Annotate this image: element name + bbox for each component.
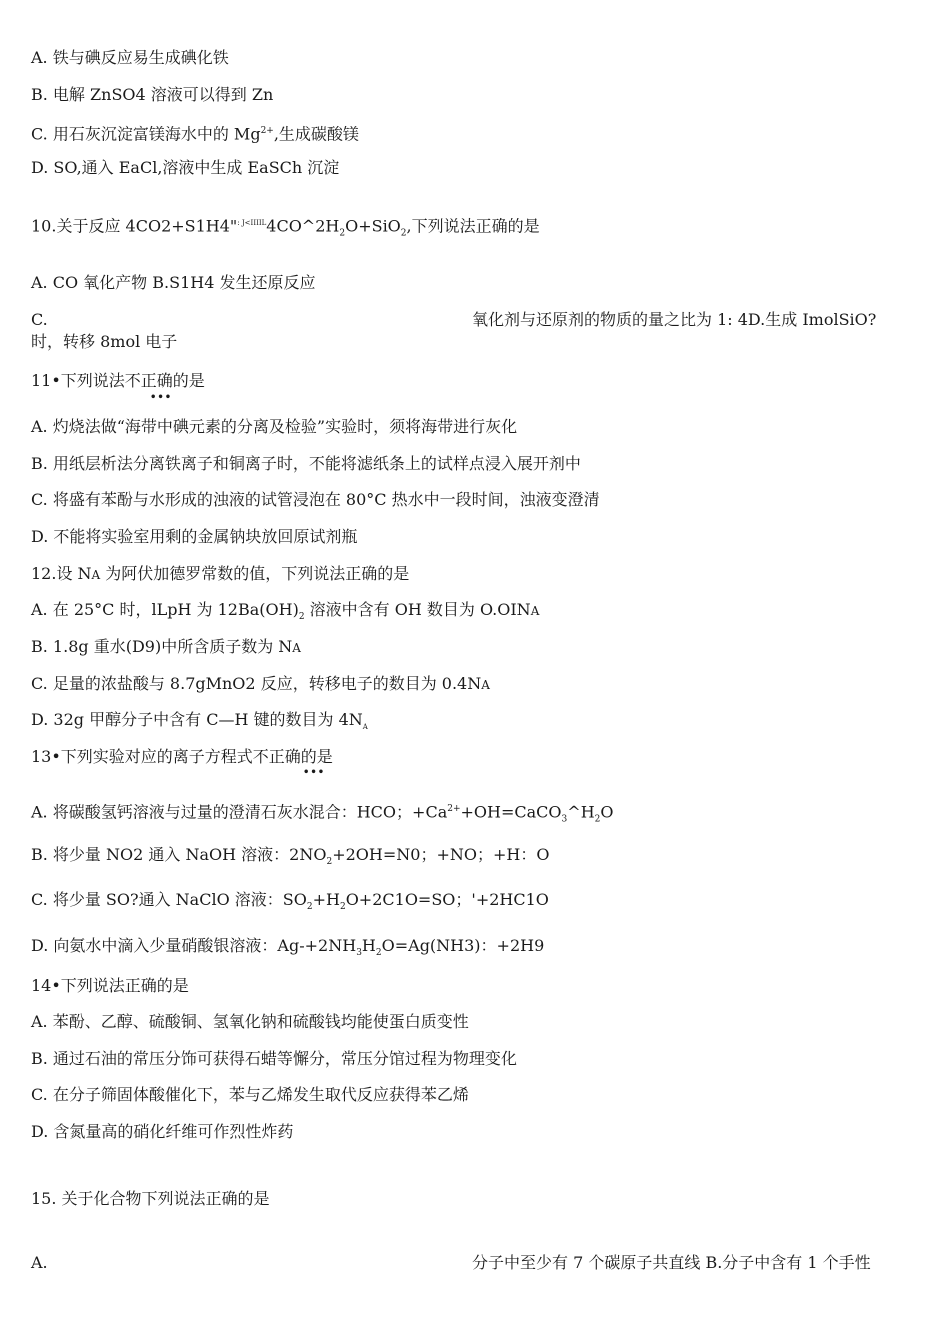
q10-stem-part2: 4CO^2H (266, 216, 340, 236)
q12-option-c-small: A (481, 678, 490, 692)
q13-option-a-part2: +OH=CaCO (460, 802, 562, 822)
q13-option-c-sub: 2 (306, 902, 313, 913)
q14-option-b: B. 通过石油的常压分饰可获得石蜡等懈分，常压分馆过程为物理变化 (31, 1049, 517, 1068)
q13-option-a-part4: O (600, 802, 614, 822)
q11-option-d: D. 不能将实验室用剩的金属钠块放回原试剂瓶 (31, 527, 358, 546)
q13-stem: 13•下列实验对应的离子方程式不正确的是 (31, 747, 333, 766)
q14-option-c: C. 在分子筛固体酸催化下，苯与乙烯发生取代反应获得苯乙烯 (31, 1085, 469, 1104)
q13-option-b-part1: B. 将少量 NO2 通入 NaOH 溶液：2NO (31, 845, 327, 864)
q13-option-a-sub2: 2 (594, 814, 601, 825)
q13-option-b-part2: +2OH=N0；+NO；+H：O (332, 845, 550, 864)
q15-stem: 15. 关于化合物下列说法正确的是 (31, 1189, 270, 1208)
q13-option-c (31, 890, 549, 917)
q13-emphasis-dots: ••• (303, 767, 326, 778)
q12-option-a-part2: 溶液中含有 OH 数目为 O.OIN (304, 600, 531, 619)
q14-option-a: A. 苯酚、乙醇、硫酸铜、氢氧化钠和硫酸钱均能使蛋白质变性 (31, 1012, 469, 1031)
q12-stem (31, 564, 409, 585)
q13-option-d-sub: 3 (356, 948, 362, 959)
q13-option-a-part3: ^H (567, 802, 595, 822)
q12-option-d (31, 710, 368, 737)
q15-option-a-text: 分子中至少有 7 个碳原子共直线 B.分子中含有 1 个手性 (472, 1253, 871, 1272)
q11-emphasis-dots: ••• (150, 392, 173, 403)
q10-option-c-label: C. (31, 310, 48, 329)
q10-option-c-continuation: 时，转移 8mol 电子 (31, 332, 178, 351)
q13-option-b-sub: 2 (326, 857, 333, 868)
q13-option-a-part1: A. 将碳酸氢钙溶液与过量的澄清石灰水混合：HCO；+Ca (31, 802, 448, 822)
q12-option-b-text: B. 1.8g 重水(D9)中所含质子数为 N (31, 637, 293, 656)
q10-stem-part3: O+SiO (345, 216, 401, 236)
q13-option-c-part2: +H (312, 890, 340, 909)
q11-stem: 11•下列说法不正确的是 (31, 371, 205, 390)
q12-option-a-part1: A. 在 25°C 时，lLpH 为 12Ba(OH) (31, 600, 299, 619)
q9-option-c-text: C. 用石灰沉淀富镁海水中的 Mg (31, 124, 261, 144)
q11-option-c: C. 将盛有苯酚与水形成的浊液的试管浸泡在 80°C 热水中一段时间，浊液变澄清 (31, 490, 600, 509)
q9-option-d: D. SO,通入 EaCl,溶液中生成 EaSCh 沉淀 (31, 158, 340, 177)
q9-option-c-tail: ,生成碳酸镁 (273, 124, 359, 144)
q12-option-a-sub: 2 (298, 612, 305, 623)
q13-option-a (31, 799, 614, 830)
q13-option-d-part3: O=Ag(NH3)：+2H9 (381, 936, 545, 955)
q12-stem-part2: 为阿伏加德罗常数的值，下列说法正确的是 (100, 564, 410, 583)
q13-option-a-sup: 2+ (447, 804, 461, 814)
q9-option-c (31, 121, 359, 144)
q10-stem-part4: ,下列说法正确的是 (406, 216, 540, 236)
q13-option-c-sub2: 2 (339, 902, 346, 913)
q13-option-d-part1: D. 向氨水中滴入少量硝酸银溶液：Ag-+2NH (31, 936, 357, 955)
q12-option-d-sub: A (362, 723, 368, 732)
q10-stem (31, 213, 540, 244)
q12-option-b-small: A (292, 641, 301, 655)
q12-option-c (31, 674, 490, 695)
q9-option-a: A. 铁与碘反应易生成碘化铁 (31, 48, 229, 67)
q10-stem-sup: : J<IIIIL (237, 219, 267, 227)
q10-option-c-text: 氧化剂与还原剂的物质的量之比为 1: 4D.生成 ImolSiO? (472, 310, 877, 329)
q13-option-a-sub: 3 (561, 814, 568, 825)
q14-option-d: D. 含氮量高的硝化纤维可作烈性炸药 (31, 1122, 294, 1141)
q11-option-a: A. 灼烧法做“海带中碘元素的分离及检验”实验时，须将海带进行灰化 (31, 417, 518, 436)
q10-stem-part1: 10.关于反应 4CO2+S1H4" (31, 216, 238, 236)
q9-option-c-sup: 2+ (260, 126, 274, 136)
q12-stem-small: A (91, 568, 101, 582)
q12-option-b (31, 637, 301, 658)
q13-option-b (31, 845, 549, 872)
q11-option-b: B. 用纸层析法分离铁离子和铜离子时，不能将滤纸条上的试样点浸入展开剂中 (31, 454, 581, 473)
q12-option-d-text: D. 32g 甲醇分子中含有 C—H 键的数目为 4N (31, 710, 363, 729)
q14-stem: 14•下列说法正确的是 (31, 976, 189, 995)
q13-option-d (31, 936, 544, 963)
q12-option-a-small: A (530, 604, 540, 618)
q12-stem-part1: 12.设 N (31, 564, 92, 583)
q15-option-a-label: A. (31, 1253, 48, 1272)
q13-option-c-part3: O+2C1O=SO；'+2HC1O (345, 890, 549, 909)
q9-option-b: B. 电解 ZnSO4 溶液可以得到 Zn (31, 85, 274, 104)
q13-option-c-part1: C. 将少量 SO?通入 NaClO 溶液：SO (31, 890, 307, 909)
q10-stem-sub2: 2 (400, 228, 407, 239)
q13-option-d-sub2: 2 (375, 948, 382, 959)
q10-stem-sub1: 2 (339, 228, 346, 239)
q13-option-d-part2: H (361, 936, 376, 955)
q10-option-a: A. CO 氧化产物 B.S1H4 发生还原反应 (31, 273, 316, 292)
q12-option-c-text: C. 足量的浓盐酸与 8.7gMnO2 反应，转移电子的数目为 0.4N (31, 674, 482, 693)
q12-option-a (31, 600, 539, 627)
